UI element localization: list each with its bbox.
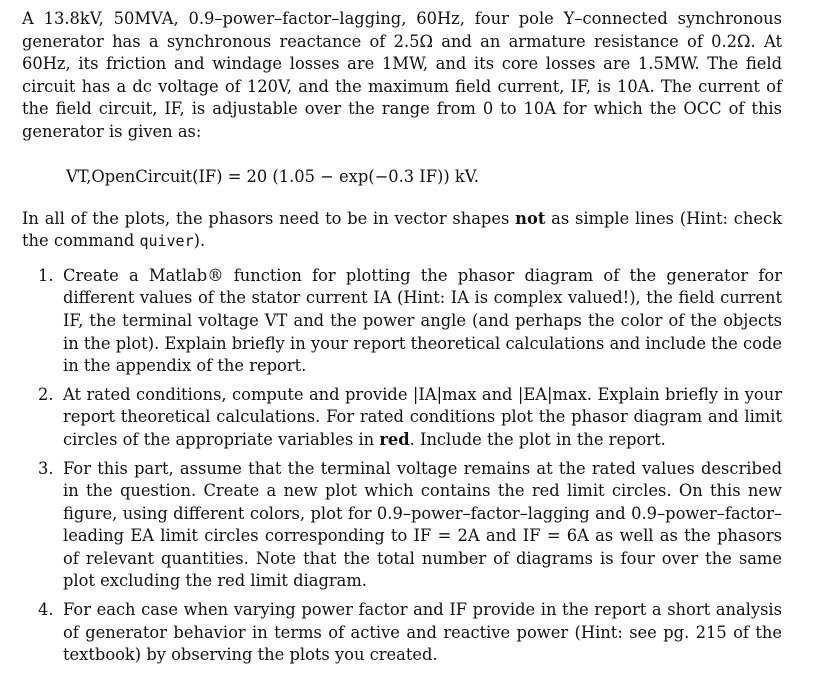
- task-item-3: [22, 458, 782, 594]
- task-text-after: . Include the plot in the report.: [409, 429, 666, 449]
- problem-document: [22, 8, 782, 673]
- plot-note-paragraph: [22, 208, 782, 253]
- task-item-4: [22, 599, 782, 667]
- note-text-before: In all of the plots, the phasors need to be in vector shapes: [22, 208, 516, 228]
- task-text: Create a Matlab® function for plotting the phasor diagram of the generator for different values of the stator current IA (Hint: IA is complex valued!), the field current IF, the terminal voltage VT and the power angle (and perhaps the color of the objects in the plot). Explain briefly in your report theoretical calculations and include the code in the appendix of the report.: [63, 265, 782, 376]
- intro-paragraph: A 13.8kV, 50MVA, 0.9–power–factor–lagging, 60Hz, four pole Y–connected synchronous generator has a synchronous reactance of 2.5Ω and an armature resistance of 0.2Ω. At 60Hz, its friction and windage losses are 1MW, and its core losses are 1.5MW. The field circuit has a dc voltage of 120V, and the maximum field current, IF, is 10A. The current of the field circuit, IF, is adjustable over the range from 0 to 10A for which the OCC of this generator is given as:: [22, 9, 782, 141]
- task-item-2: [22, 384, 782, 452]
- task-list: [22, 265, 782, 667]
- note-text-middle: as simple lines (Hint: check the command: [22, 208, 783, 251]
- note-code: quiver: [139, 232, 194, 251]
- task-number: 3.: [38, 458, 54, 478]
- task-text: For each case when varying power factor and IF provide in the report a short analysis of generator behavior in terms of active and reactive power (Hint: see pg. 215 of the textbook) by observing the plots you created.: [63, 600, 782, 665]
- task-number: 4.: [38, 600, 54, 620]
- note-emphasis: not: [515, 208, 546, 228]
- occ-equation: VT,OpenCircuit(IF) = 20 (1.05 − exp(−0.3 IF)) kV.: [66, 166, 479, 186]
- task-number: 1.: [38, 265, 54, 285]
- task-emphasis-red: red: [379, 429, 410, 449]
- task-number: 2.: [38, 384, 54, 404]
- note-text-after: ).: [193, 231, 206, 251]
- task-text: For this part, assume that the terminal voltage remains at the rated values described in the question. Create a new plot which contains the red limit circles. On this new figure, using different colors, plot for 0.9–power–factor–lagging and 0.9–power–factor–leading EA limit circles corresponding to IF = 2A and IF = 6A as well as the phasors of relevant quantities. Note that the total number of diagrams is four over the same plot excluding the red limit diagram.: [63, 458, 782, 591]
- task-item-1: [22, 265, 782, 378]
- task-text-before: At rated conditions, compute and provide |IA|max and |EA|max. Explain briefly in your report theoretical calculations. For rated conditions plot the phasor diagram and limit circles of the appropriate variables in: [63, 384, 782, 449]
